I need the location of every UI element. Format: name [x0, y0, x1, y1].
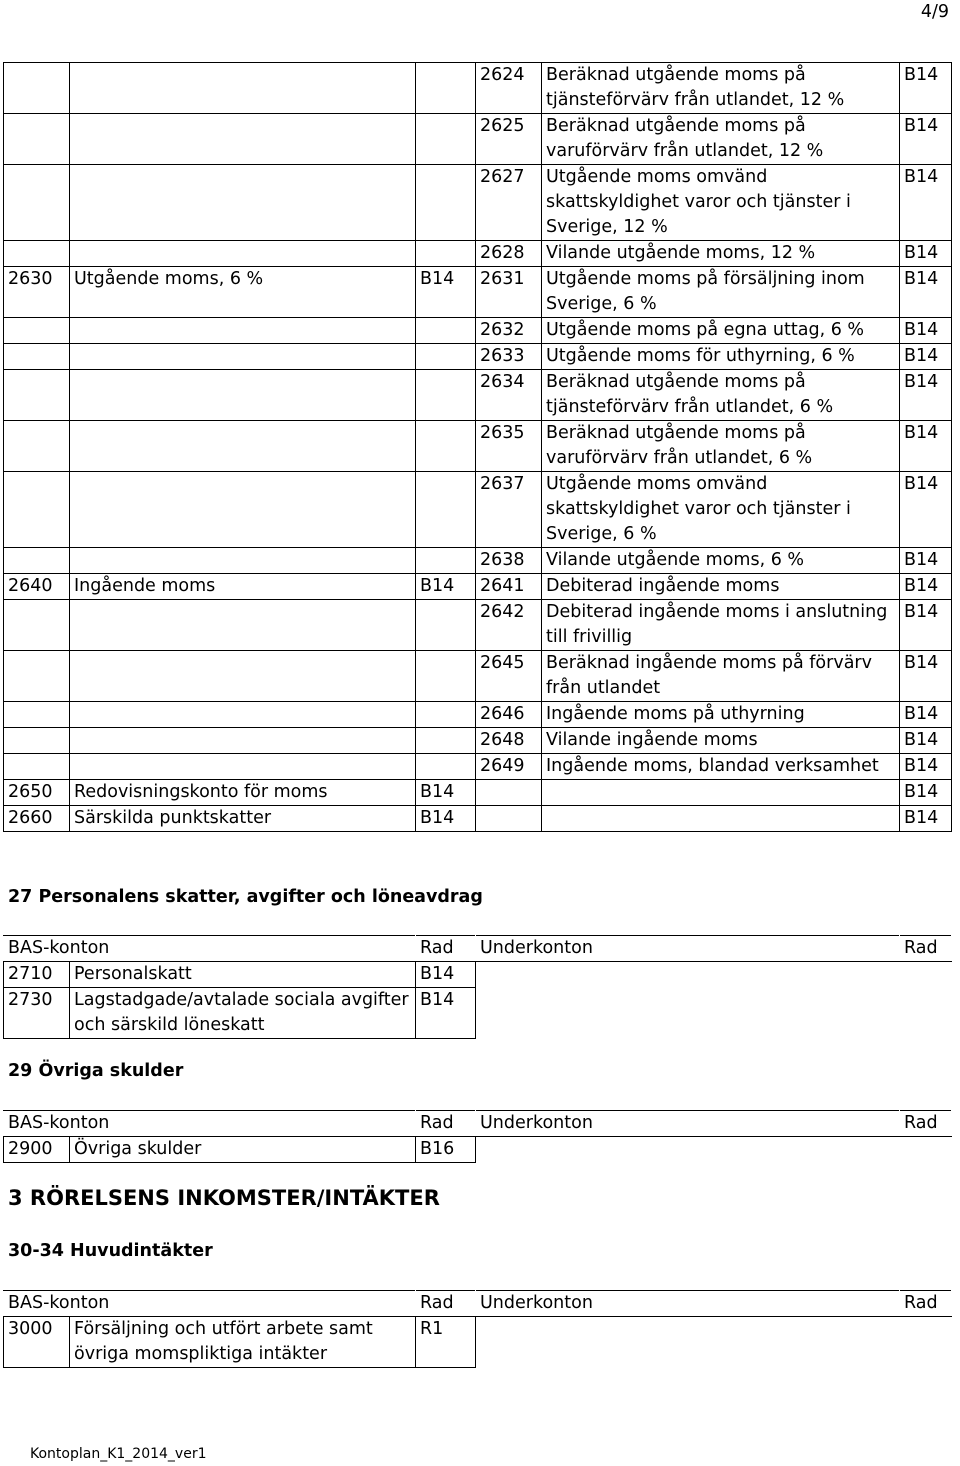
- header-bas-konton: BAS-konton: [4, 1111, 416, 1137]
- bas-account-number: [4, 600, 70, 651]
- sub-account-name: Ingående moms, blandad verksamhet: [542, 754, 900, 780]
- bas-account-number: [4, 63, 70, 114]
- sub-account-number: 2624: [476, 63, 542, 114]
- bas-account-number: 2730: [4, 988, 70, 1039]
- sub-account-name: Vilande utgående moms, 6 %: [542, 548, 900, 574]
- sub-account-name: Utgående moms omvänd skattskyldighet varor och tjänster i Sverige, 12 %: [542, 165, 900, 241]
- header-underkonton: Underkonton: [476, 936, 900, 962]
- sub-account-name: Ingående moms på uthyrning: [542, 702, 900, 728]
- bas-row-code: R1: [416, 1317, 476, 1368]
- bas-account-name: [70, 114, 416, 165]
- section-27-table: [3, 935, 952, 1039]
- bas-account-name: [70, 651, 416, 702]
- table-row: [4, 548, 952, 574]
- bas-row-code: [416, 600, 476, 651]
- bas-row-code: [416, 344, 476, 370]
- sub-account-number: 2635: [476, 421, 542, 472]
- table-row: [4, 574, 952, 600]
- sub-row-code: B14: [900, 318, 952, 344]
- sub-row-code: B14: [900, 806, 952, 832]
- table-row: [4, 702, 952, 728]
- bas-row-code: B14: [416, 962, 476, 988]
- bas-account-name: [70, 165, 416, 241]
- bas-account-name: [70, 63, 416, 114]
- header-rad: Rad: [416, 1111, 476, 1137]
- sub-account-number: 2632: [476, 318, 542, 344]
- sub-row-code: B14: [900, 651, 952, 702]
- table-row: [4, 988, 952, 1039]
- sub-account-number: 2641: [476, 574, 542, 600]
- table-row: [4, 651, 952, 702]
- sub-account-number: 2645: [476, 651, 542, 702]
- sub-account-number: 2649: [476, 754, 542, 780]
- table-row: [4, 780, 952, 806]
- sub-account-name: Vilande utgående moms, 12 %: [542, 241, 900, 267]
- bas-account-name: Lagstadgade/avtalade sociala avgifter och särskild löneskatt: [70, 988, 416, 1039]
- sub-row-code: B14: [900, 754, 952, 780]
- sub-account-name: Beräknad ingående moms på förvärv från utlandet: [542, 651, 900, 702]
- bas-account-name: [70, 318, 416, 344]
- table-row: [4, 728, 952, 754]
- table-row: [4, 370, 952, 421]
- sub-row-code: B14: [900, 472, 952, 548]
- sub-account-number: 2646: [476, 702, 542, 728]
- table-row: [4, 241, 952, 267]
- table-header-row: [4, 936, 952, 962]
- sub-row-code: B14: [900, 165, 952, 241]
- bas-account-number: [4, 651, 70, 702]
- table-header-row: [4, 1291, 952, 1317]
- sub-row-code: B14: [900, 574, 952, 600]
- bas-row-code: [416, 241, 476, 267]
- sub-account-name: Utgående moms för uthyrning, 6 %: [542, 344, 900, 370]
- sub-row-code: B14: [900, 267, 952, 318]
- bas-row-code: B14: [416, 988, 476, 1039]
- bas-account-name: Försäljning och utfört arbete samt övriga momspliktiga intäkter: [70, 1317, 416, 1368]
- bas-row-code: [416, 63, 476, 114]
- bas-account-number: [4, 318, 70, 344]
- bas-account-name: Utgående moms, 6 %: [70, 267, 416, 318]
- bas-account-number: 2900: [4, 1137, 70, 1163]
- sub-account-name: Debiterad ingående moms i anslutning till frivillig: [542, 600, 900, 651]
- sub-account-name: Beräknad utgående moms på varuförvärv från utlandet, 12 %: [542, 114, 900, 165]
- footer-filename: Kontoplan_K1_2014_ver1: [30, 1446, 207, 1462]
- section-29-heading: 29 Övriga skulder: [8, 1061, 184, 1081]
- sub-row-code: B14: [900, 370, 952, 421]
- bas-row-code: B14: [416, 806, 476, 832]
- table-row: [4, 962, 952, 988]
- sub-row-code: B14: [900, 421, 952, 472]
- header-rad-2: Rad: [900, 936, 952, 962]
- table-row: [4, 1137, 952, 1163]
- bas-account-name: Personalskatt: [70, 962, 416, 988]
- sub-account-name: Utgående moms omvänd skattskyldighet varor och tjänster i Sverige, 6 %: [542, 472, 900, 548]
- bas-account-number: 2710: [4, 962, 70, 988]
- sub-row-code: B14: [900, 728, 952, 754]
- header-underkonton: Underkonton: [476, 1291, 900, 1317]
- bas-account-number: [4, 114, 70, 165]
- bas-account-name: Övriga skulder: [70, 1137, 416, 1163]
- sub-account-name: Debiterad ingående moms: [542, 574, 900, 600]
- section-30-heading: 30-34 Huvudintäkter: [8, 1241, 213, 1261]
- sub-account-number: 2638: [476, 548, 542, 574]
- bas-account-name: Redovisningskonto för moms: [70, 780, 416, 806]
- table-row: [4, 165, 952, 241]
- sub-row-code: B14: [900, 114, 952, 165]
- table-row: [4, 318, 952, 344]
- header-underkonton: Underkonton: [476, 1111, 900, 1137]
- table-header-row: [4, 1111, 952, 1137]
- sub-row-code: B14: [900, 344, 952, 370]
- table-row: [4, 63, 952, 114]
- table-row: [4, 754, 952, 780]
- bas-row-code: [416, 728, 476, 754]
- sub-account-name: Beräknad utgående moms på tjänsteförvärv från utlandet, 6 %: [542, 370, 900, 421]
- bas-row-code: [416, 421, 476, 472]
- header-rad-2: Rad: [900, 1291, 952, 1317]
- sub-account-number: 2642: [476, 600, 542, 651]
- bas-row-code: [416, 370, 476, 421]
- sub-row-code: B14: [900, 241, 952, 267]
- table-row: [4, 1317, 952, 1368]
- bas-account-number: [4, 421, 70, 472]
- section-29-table: [3, 1110, 952, 1163]
- table-row: [4, 472, 952, 548]
- sub-row-code: B14: [900, 63, 952, 114]
- bas-account-number: 3000: [4, 1317, 70, 1368]
- sub-account-name: [542, 780, 900, 806]
- header-rad: Rad: [416, 936, 476, 962]
- bas-row-code: [416, 318, 476, 344]
- sub-row-code: B14: [900, 600, 952, 651]
- table-row: [4, 421, 952, 472]
- sub-row-code: B14: [900, 702, 952, 728]
- table-row: [4, 267, 952, 318]
- bas-row-code: [416, 651, 476, 702]
- sub-row-code: B14: [900, 780, 952, 806]
- sub-account-number: 2634: [476, 370, 542, 421]
- bas-account-number: [4, 165, 70, 241]
- sub-account-number: [476, 780, 542, 806]
- table-row: [4, 344, 952, 370]
- bas-row-code: B16: [416, 1137, 476, 1163]
- bas-account-number: [4, 241, 70, 267]
- bas-account-name: Ingående moms: [70, 574, 416, 600]
- bas-account-name: Särskilda punktskatter: [70, 806, 416, 832]
- bas-account-number: 2640: [4, 574, 70, 600]
- section-3-heading: 3 RÖRELSENS INKOMSTER/INTÄKTER: [8, 1186, 440, 1210]
- sub-row-code: B14: [900, 548, 952, 574]
- bas-row-code: [416, 548, 476, 574]
- bas-account-name: [70, 754, 416, 780]
- sub-account-number: 2637: [476, 472, 542, 548]
- sub-account-name: Utgående moms på försäljning inom Sverige, 6 %: [542, 267, 900, 318]
- section-30-table: [3, 1290, 952, 1368]
- sub-account-number: 2633: [476, 344, 542, 370]
- table-row: [4, 600, 952, 651]
- sub-account-number: 2628: [476, 241, 542, 267]
- bas-row-code: [416, 702, 476, 728]
- bas-row-code: B14: [416, 574, 476, 600]
- bas-row-code: [416, 754, 476, 780]
- table-row: [4, 806, 952, 832]
- page-number: 4/9: [920, 2, 949, 22]
- bas-row-code: B14: [416, 780, 476, 806]
- bas-account-number: [4, 702, 70, 728]
- bas-account-name: [70, 344, 416, 370]
- bas-account-number: [4, 548, 70, 574]
- sub-account-number: 2631: [476, 267, 542, 318]
- vat-accounts-table: [3, 62, 952, 832]
- sub-account-number: 2627: [476, 165, 542, 241]
- sub-account-name: [542, 806, 900, 832]
- bas-account-number: [4, 754, 70, 780]
- bas-account-number: [4, 472, 70, 548]
- bas-account-number: 2650: [4, 780, 70, 806]
- sub-account-name: Beräknad utgående moms på varuförvärv från utlandet, 6 %: [542, 421, 900, 472]
- bas-row-code: B14: [416, 267, 476, 318]
- bas-account-name: [70, 702, 416, 728]
- header-rad: Rad: [416, 1291, 476, 1317]
- bas-account-name: [70, 421, 416, 472]
- bas-account-name: [70, 472, 416, 548]
- bas-account-name: [70, 728, 416, 754]
- header-bas-konton: BAS-konton: [4, 1291, 416, 1317]
- sub-account-name: Beräknad utgående moms på tjänsteförvärv från utlandet, 12 %: [542, 63, 900, 114]
- sub-account-number: [476, 806, 542, 832]
- bas-account-name: [70, 370, 416, 421]
- bas-account-number: [4, 370, 70, 421]
- sub-account-number: 2648: [476, 728, 542, 754]
- bas-account-number: 2660: [4, 806, 70, 832]
- sub-account-name: Vilande ingående moms: [542, 728, 900, 754]
- sub-account-name: Utgående moms på egna uttag, 6 %: [542, 318, 900, 344]
- bas-row-code: [416, 165, 476, 241]
- header-rad-2: Rad: [900, 1111, 952, 1137]
- bas-account-number: [4, 344, 70, 370]
- bas-account-name: [70, 548, 416, 574]
- section-27-heading: 27 Personalens skatter, avgifter och löneavdrag: [8, 887, 483, 907]
- bas-row-code: [416, 114, 476, 165]
- bas-row-code: [416, 472, 476, 548]
- sub-account-number: 2625: [476, 114, 542, 165]
- bas-account-number: [4, 728, 70, 754]
- table-row: [4, 114, 952, 165]
- bas-account-number: 2630: [4, 267, 70, 318]
- bas-account-name: [70, 600, 416, 651]
- header-bas-konton: BAS-konton: [4, 936, 416, 962]
- bas-account-name: [70, 241, 416, 267]
